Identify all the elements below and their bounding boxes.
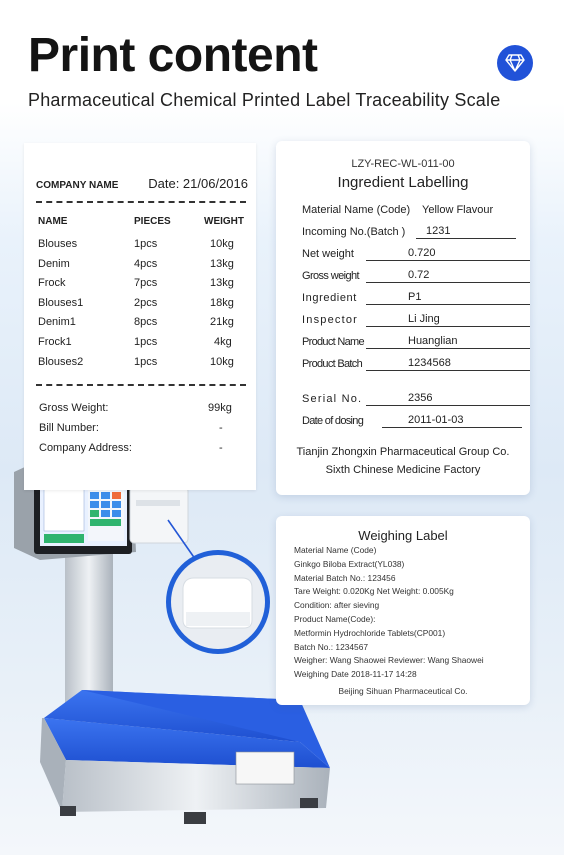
serial-label: Serial No. — [302, 393, 363, 405]
item-weight: 4kg — [214, 335, 232, 348]
weighing-line: Weigher: Wang Shaowei Reviewer: Wang Shaowei — [294, 655, 484, 666]
dosing-row — [302, 411, 502, 427]
footer-factory: Sixth Chinese Medicine Factory — [325, 464, 481, 476]
item-weight: 13kg — [210, 277, 234, 290]
receipt-row — [38, 238, 243, 258]
gross-weight-value: 99kg — [208, 402, 232, 414]
serial-row — [302, 389, 502, 405]
receipt-date: Date: 21/06/2016 — [148, 176, 248, 191]
material-name-label: Material Name (Code) — [302, 204, 411, 216]
weighing-label-card — [276, 516, 530, 705]
product-name-row — [302, 332, 502, 348]
diamond-badge — [497, 45, 533, 81]
net-weight-label: Net weight — [302, 248, 354, 260]
inspector-row — [302, 310, 502, 326]
item-name: Blouses2 — [38, 355, 84, 368]
item-pieces: 1pcs — [134, 335, 158, 348]
label-printer — [130, 487, 188, 543]
weighing-line: Product Name(Code): — [294, 613, 376, 624]
weighing-footer: Beijing Sihuan Pharmaceutical Co. — [338, 686, 468, 696]
diamond-icon — [505, 54, 525, 72]
gross-weight-label: Gross Weight: — [39, 402, 109, 414]
ingredient-row — [302, 288, 502, 304]
receipt-row — [38, 277, 243, 297]
item-name: Denim1 — [38, 316, 76, 329]
page-subtitle: Pharmaceutical Chemical Printed Label Traceability Scale — [28, 90, 501, 110]
label-code: LZY-REC-WL-011-00 — [351, 158, 455, 170]
bill-number-label: Bill Number: — [39, 422, 99, 434]
item-pieces: 2pcs — [134, 296, 158, 309]
item-weight: 10kg — [210, 238, 234, 250]
product-name-value: Huanglian — [366, 335, 530, 349]
item-name: Frock1 — [38, 335, 72, 348]
serial-value: 2356 — [366, 392, 530, 406]
gross-weight-row — [302, 266, 502, 282]
material-name-row — [302, 200, 502, 216]
ingredient-value: P1 — [366, 291, 530, 305]
item-pieces: 7pcs — [134, 277, 158, 290]
item-name: Denim — [38, 257, 70, 270]
col-weight: WEIGHT — [204, 216, 244, 227]
weighing-lines — [294, 544, 484, 682]
weighing-title: Weighing Label — [358, 528, 448, 543]
col-name: NAME — [38, 216, 68, 227]
scale-platform — [40, 690, 330, 824]
receipt-row — [38, 316, 243, 336]
ingredient-label-card — [276, 141, 530, 495]
item-weight: 18kg — [210, 296, 234, 309]
weighing-line: Tare Weight: 0.020Kg Net Weight: 0.005Kg — [294, 586, 454, 597]
incoming-label: Incoming No.(Batch ) — [302, 226, 406, 238]
item-weight: 13kg — [210, 257, 234, 270]
weighing-line: Batch No.: 1234567 — [294, 641, 369, 652]
receipt-row — [38, 356, 243, 376]
ingredient-footer — [276, 443, 530, 479]
item-pieces: 8pcs — [134, 316, 158, 329]
ingredient-label: Ingredient — [302, 292, 357, 304]
receipt-row — [38, 297, 243, 317]
weighing-line: Metformin Hydrochloride Tablets(CP001) — [294, 627, 446, 638]
ingredient-title: Ingredient Labelling — [337, 174, 469, 191]
item-name: Frock — [38, 277, 66, 290]
page-title: Print content — [28, 29, 318, 82]
item-pieces: 1pcs — [134, 355, 158, 368]
net-weight-row — [302, 244, 502, 260]
company-address-value: - — [219, 442, 223, 454]
incoming-row — [302, 222, 502, 238]
gross-weight-value: 0.72 — [366, 269, 530, 283]
receipt-divider — [36, 384, 246, 386]
product-batch-value: 1234568 — [366, 357, 530, 371]
weighing-line: Condition: after sieving — [294, 600, 380, 611]
gross-weight-label: Gross weight — [302, 270, 359, 282]
material-name-value: Yellow Flavour — [422, 204, 494, 216]
product-name-label: Product Name — [302, 336, 364, 348]
company-address-label: Company Address: — [39, 442, 132, 454]
weighing-line: Weighing Date 2018-11-17 14:28 — [294, 669, 417, 680]
col-pieces: PIECES — [134, 216, 171, 227]
item-weight: 10kg — [210, 355, 234, 368]
item-name: Blouses1 — [38, 296, 84, 309]
net-weight-value: 0.720 — [366, 247, 530, 261]
receipt-footer — [39, 402, 239, 462]
product-batch-row — [302, 354, 502, 370]
receipt-row — [38, 258, 243, 278]
inspector-value: Li Jing — [366, 313, 530, 327]
weighing-line: Material Batch No.: 123456 — [294, 572, 396, 583]
inspector-label: Inspector — [302, 314, 359, 326]
weighing-line: Material Name (Code) — [294, 545, 377, 555]
bill-number-value: - — [219, 422, 223, 434]
receipt-company-name: COMPANY NAME — [36, 180, 119, 191]
item-pieces: 4pcs — [134, 257, 158, 270]
item-name: Blouses — [38, 238, 78, 250]
dosing-label: Date of dosing — [302, 415, 364, 427]
receipt-row — [38, 336, 243, 356]
dosing-value: 2011-01-03 — [382, 414, 522, 428]
footer-company: Tianjin Zhongxin Pharmaceutical Group Co. — [296, 446, 510, 458]
printer-zoom-circle — [166, 550, 270, 654]
product-batch-label: Product Batch — [302, 358, 362, 370]
receipt-divider — [36, 201, 246, 203]
item-weight: 21kg — [210, 316, 234, 329]
item-pieces: 1pcs — [134, 238, 158, 250]
receipt-rows — [38, 238, 243, 375]
receipt-sample — [24, 143, 256, 490]
weighing-line: Ginkgo Biloba Extract(YL038) — [294, 558, 405, 569]
incoming-value: 1231 — [416, 225, 516, 239]
